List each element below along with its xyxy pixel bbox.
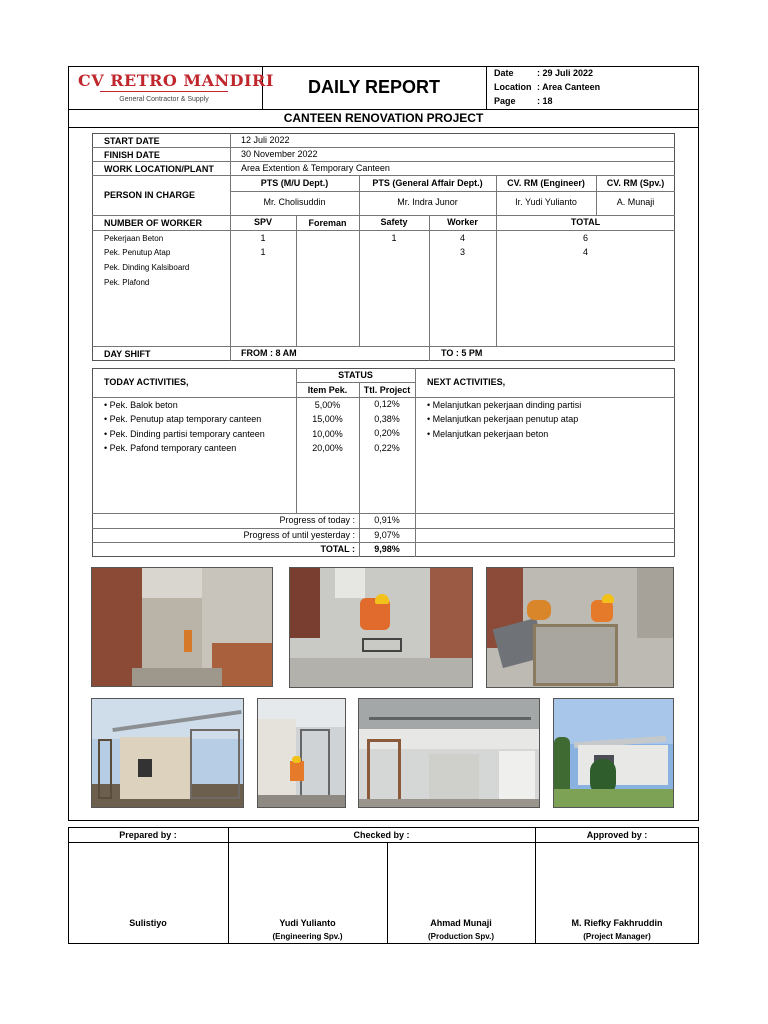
pic-dept: PTS (M/U Dept.) bbox=[260, 178, 329, 188]
info-col-line bbox=[296, 215, 297, 346]
signature-header-line bbox=[68, 842, 699, 843]
act-row-line bbox=[296, 382, 415, 383]
site-photo-roof-interior bbox=[358, 698, 540, 808]
logo-subtitle: General Contractor & Supply bbox=[119, 96, 209, 103]
worker-row-name: Pek. Penutup Atap bbox=[104, 248, 171, 257]
activity-text: • Pek. Dinding partisi temporary canteen bbox=[104, 429, 265, 439]
logo-underline bbox=[100, 91, 228, 92]
site-photo-corridor bbox=[91, 567, 273, 687]
status-label: STATUS bbox=[338, 370, 373, 380]
page-label: Page bbox=[494, 96, 516, 106]
site-photo-steel-frame bbox=[91, 698, 244, 808]
signatory-name: Ahmad Munaji bbox=[430, 918, 492, 928]
worker-row-total: 6 bbox=[582, 233, 588, 243]
approved-by-label: Approved by : bbox=[586, 830, 648, 840]
worker-row-name: Pekerjaan Beton bbox=[104, 234, 164, 243]
day-shift-label: DAY SHIFT bbox=[104, 349, 151, 359]
item-pek-label: Item Pek. bbox=[307, 385, 348, 395]
act-row-line bbox=[92, 528, 675, 529]
activity-text: • Pek. Penutup atap temporary canteen bbox=[104, 414, 262, 424]
info-row-line bbox=[92, 230, 675, 231]
next-activity-item: • Melanjutkan pekerjaan beton bbox=[427, 429, 549, 439]
person-in-charge-label: PERSON IN CHARGE bbox=[104, 190, 196, 200]
logo-text: CV RETRO MANDIRI bbox=[78, 71, 274, 90]
info-row-line bbox=[92, 346, 675, 347]
page-value: : 18 bbox=[537, 96, 553, 106]
shift-to: TO : 5 PM bbox=[441, 348, 483, 358]
pic-name: Mr. Indra Junor bbox=[397, 197, 458, 207]
worker-col-header: TOTAL bbox=[570, 217, 601, 227]
worker-row-worker: 3 bbox=[459, 247, 465, 257]
header-bottom-line bbox=[68, 109, 699, 110]
worker-col-header: Worker bbox=[447, 217, 478, 227]
start-date-label: START DATE bbox=[104, 136, 160, 146]
worker-col-header: SPV bbox=[253, 217, 272, 227]
signatory-name: Sulistiyo bbox=[129, 918, 167, 928]
signatory-role: (Project Manager) bbox=[583, 932, 651, 941]
project-title-bottom-line bbox=[68, 127, 699, 128]
signatory-name: M. Riefky Fakhruddin bbox=[571, 918, 663, 928]
activity-item-pct: 20,00% bbox=[312, 443, 343, 453]
info-row-line bbox=[92, 175, 675, 176]
worker-row-spv: 1 bbox=[260, 233, 266, 243]
activity-item-pct: 15,00% bbox=[312, 414, 343, 424]
worker-row-total: 4 bbox=[582, 247, 588, 257]
pic-name: A. Munaji bbox=[616, 197, 655, 207]
worker-row-spv: 1 bbox=[260, 247, 266, 257]
progress-today-label: Progress of today : bbox=[279, 515, 355, 525]
activity-ttl-pct: 0,38% bbox=[374, 414, 400, 424]
next-activity-item: • Melanjutkan pekerjaan dinding partisi bbox=[427, 400, 582, 410]
signatory-name: Yudi Yulianto bbox=[279, 918, 336, 928]
location-label: Location bbox=[494, 82, 532, 92]
worker-row-safety: 1 bbox=[391, 233, 397, 243]
info-row-line bbox=[92, 161, 675, 162]
site-photo-worker-floor bbox=[289, 567, 473, 688]
shift-from: FROM : 8 AM bbox=[241, 348, 297, 358]
pic-dept: CV. RM (Engineer) bbox=[507, 178, 585, 188]
site-photo-workers-frame bbox=[486, 567, 674, 688]
pic-dept: PTS (General Affair Dept.) bbox=[372, 178, 483, 188]
site-photo-scaffold bbox=[257, 698, 346, 808]
info-row-line bbox=[92, 215, 675, 216]
company-logo bbox=[78, 70, 274, 106]
prepared-by-label: Prepared by : bbox=[119, 830, 177, 840]
signatory-role: (Engineering Spv.) bbox=[272, 932, 343, 941]
number-of-worker-label: NUMBER OF WORKER bbox=[104, 218, 202, 228]
activity-text: • Pek. Pafond temporary canteen bbox=[104, 443, 237, 453]
worker-col-header: Foreman bbox=[308, 218, 347, 228]
activity-item-pct: 5,00% bbox=[314, 400, 341, 410]
act-row-line bbox=[92, 542, 675, 543]
progress-yesterday-label: Progress of until yesterday : bbox=[243, 530, 355, 540]
date-value: : 29 Juli 2022 bbox=[537, 68, 594, 78]
activity-ttl-pct: 0,20% bbox=[374, 428, 400, 438]
total-progress-label: TOTAL : bbox=[320, 544, 355, 554]
pic-name: Mr. Cholisuddin bbox=[263, 197, 326, 207]
info-row-line bbox=[92, 147, 675, 148]
activity-text: • Pek. Balok beton bbox=[104, 400, 178, 410]
act-row-line bbox=[92, 397, 675, 398]
pic-dept: CV. RM (Spv.) bbox=[606, 178, 665, 188]
today-activities-label: TODAY ACTIVITIES, bbox=[104, 377, 189, 387]
worker-col-header: Safety bbox=[380, 217, 408, 227]
total-progress-value: 9,98% bbox=[374, 544, 400, 554]
signatory-role: (Production Spv.) bbox=[427, 932, 495, 941]
worker-row-name: Pek. Dinding Kalsiboard bbox=[104, 263, 190, 272]
act-row-line bbox=[92, 513, 675, 514]
work-location-label: WORK LOCATION/PLANT bbox=[104, 164, 214, 174]
info-row-line bbox=[230, 191, 675, 192]
activity-item-pct: 10,00% bbox=[312, 429, 343, 439]
ttl-project-label: Ttl. Project bbox=[363, 385, 411, 395]
site-photo-exterior bbox=[553, 698, 674, 808]
work-location-value: Area Extention & Temporary Canteen bbox=[241, 163, 390, 173]
next-activities-label: NEXT ACTIVITIES, bbox=[427, 377, 506, 387]
project-title: CANTEEN RENOVATION PROJECT bbox=[283, 111, 484, 125]
progress-yesterday-value: 9,07% bbox=[374, 530, 400, 540]
location-value: : Area Canteen bbox=[537, 82, 601, 92]
header-divider bbox=[486, 66, 487, 110]
worker-row-name: Pek. Plafond bbox=[104, 278, 150, 287]
activity-ttl-pct: 0,22% bbox=[374, 443, 400, 453]
finish-date-value: 30 November 2022 bbox=[241, 149, 318, 159]
next-activity-item: • Melanjutkan pekerjaan penutup atap bbox=[427, 414, 579, 424]
checked-by-label: Checked by : bbox=[353, 830, 410, 840]
page-title: DAILY REPORT bbox=[307, 77, 441, 97]
finish-date-label: FINISH DATE bbox=[104, 150, 160, 160]
progress-today-value: 0,91% bbox=[374, 515, 400, 525]
start-date-value: 12 Juli 2022 bbox=[241, 135, 290, 145]
date-label: Date bbox=[494, 68, 514, 78]
activity-ttl-pct: 0,12% bbox=[374, 399, 400, 409]
worker-row-worker: 4 bbox=[459, 233, 465, 243]
pic-name: Ir. Yudi Yulianto bbox=[515, 197, 577, 207]
